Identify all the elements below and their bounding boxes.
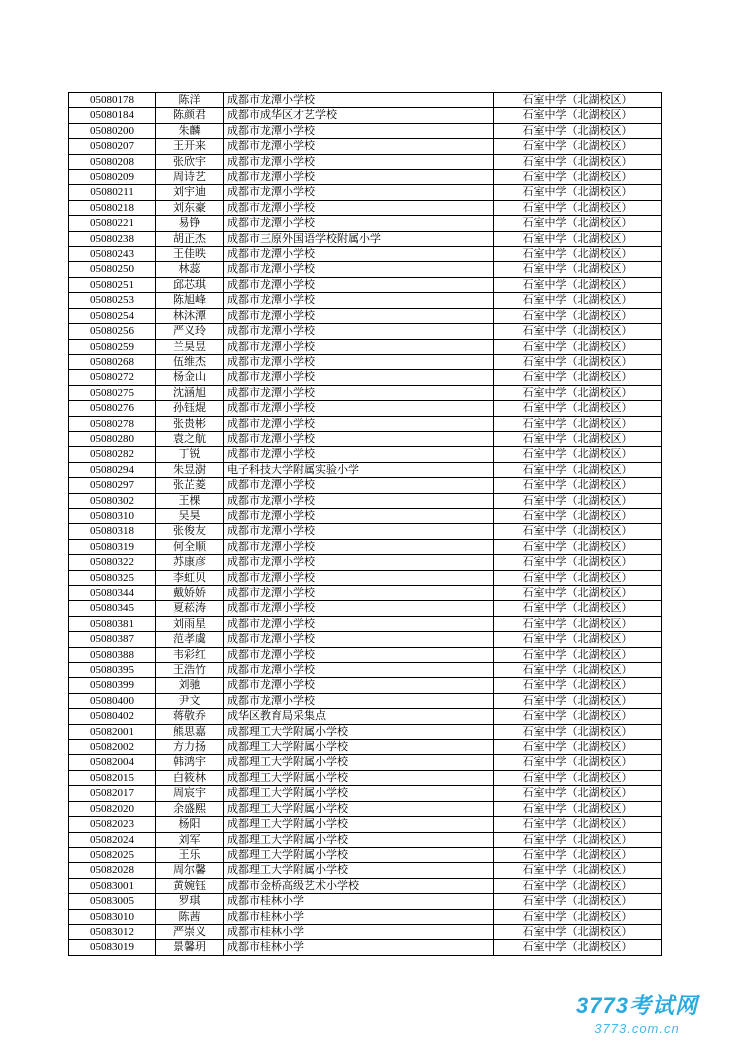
assigned-school-cell: 石室中学（北湖校区） bbox=[494, 170, 662, 185]
table-row bbox=[69, 478, 662, 493]
student-name-cell: 刘东豪 bbox=[156, 200, 224, 215]
primary-school-cell: 成都市龙潭小学校 bbox=[224, 216, 494, 231]
assigned-school-cell: 石室中学（北湖校区） bbox=[494, 940, 662, 955]
student-name-cell: 方力扬 bbox=[156, 740, 224, 755]
primary-school-cell: 成都市桂林小学 bbox=[224, 940, 494, 955]
assignment-table-body bbox=[69, 93, 662, 956]
primary-school-cell: 成都市龙潭小学校 bbox=[224, 385, 494, 400]
student-name-cell: 吴昊 bbox=[156, 508, 224, 523]
assigned-school-cell: 石室中学（北湖校区） bbox=[494, 740, 662, 755]
student-name-cell: 韦彩红 bbox=[156, 647, 224, 662]
assigned-school-cell: 石室中学（北湖校区） bbox=[494, 447, 662, 462]
student-id-cell: 05082024 bbox=[69, 832, 156, 847]
student-name-cell: 林蕊 bbox=[156, 262, 224, 277]
primary-school-cell: 成都市龙潭小学校 bbox=[224, 493, 494, 508]
primary-school-cell: 成都市龙潭小学校 bbox=[224, 693, 494, 708]
assigned-school-cell: 石室中学（北湖校区） bbox=[494, 832, 662, 847]
assigned-school-cell: 石室中学（北湖校区） bbox=[494, 693, 662, 708]
table-row bbox=[69, 894, 662, 909]
student-id-cell: 05080318 bbox=[69, 524, 156, 539]
student-name-cell: 戴娇娇 bbox=[156, 586, 224, 601]
table-row bbox=[69, 770, 662, 785]
student-id-cell: 05080278 bbox=[69, 416, 156, 431]
primary-school-cell: 成都市龙潭小学校 bbox=[224, 293, 494, 308]
primary-school-cell: 成都市龙潭小学校 bbox=[224, 616, 494, 631]
student-name-cell: 丁锐 bbox=[156, 447, 224, 462]
table-row bbox=[69, 200, 662, 215]
assigned-school-cell: 石室中学（北湖校区） bbox=[494, 786, 662, 801]
assigned-school-cell: 石室中学（北湖校区） bbox=[494, 755, 662, 770]
table-row bbox=[69, 755, 662, 770]
assigned-school-cell: 石室中学（北湖校区） bbox=[494, 354, 662, 369]
table-row bbox=[69, 231, 662, 246]
assigned-school-cell: 石室中学（北湖校区） bbox=[494, 632, 662, 647]
student-name-cell: 刘宇迪 bbox=[156, 185, 224, 200]
assigned-school-cell: 石室中学（北湖校区） bbox=[494, 93, 662, 108]
assigned-school-cell: 石室中学（北湖校区） bbox=[494, 370, 662, 385]
assigned-school-cell: 石室中学（北湖校区） bbox=[494, 431, 662, 446]
table-row bbox=[69, 324, 662, 339]
table-row bbox=[69, 924, 662, 939]
student-name-cell: 邱芯琪 bbox=[156, 277, 224, 292]
primary-school-cell: 成都市龙潭小学校 bbox=[224, 570, 494, 585]
student-name-cell: 沈涵旭 bbox=[156, 385, 224, 400]
assigned-school-cell: 石室中学（北湖校区） bbox=[494, 678, 662, 693]
student-id-cell: 05080208 bbox=[69, 154, 156, 169]
table-row bbox=[69, 277, 662, 292]
table-row bbox=[69, 108, 662, 123]
student-id-cell: 05080402 bbox=[69, 709, 156, 724]
assigned-school-cell: 石室中学（北湖校区） bbox=[494, 863, 662, 878]
assigned-school-cell: 石室中学（北湖校区） bbox=[494, 924, 662, 939]
student-name-cell: 李虹贝 bbox=[156, 570, 224, 585]
student-name-cell: 王佳昳 bbox=[156, 247, 224, 262]
student-name-cell: 刘雨星 bbox=[156, 616, 224, 631]
assigned-school-cell: 石室中学（北湖校区） bbox=[494, 847, 662, 862]
primary-school-cell: 成都市龙潭小学校 bbox=[224, 354, 494, 369]
primary-school-cell: 成都市龙潭小学校 bbox=[224, 647, 494, 662]
student-name-cell: 严崇义 bbox=[156, 924, 224, 939]
student-id-cell: 05082023 bbox=[69, 817, 156, 832]
table-row bbox=[69, 940, 662, 955]
assigned-school-cell: 石室中学（北湖校区） bbox=[494, 416, 662, 431]
student-id-cell: 05083010 bbox=[69, 909, 156, 924]
student-id-cell: 05082004 bbox=[69, 755, 156, 770]
assignment-table bbox=[68, 92, 662, 956]
primary-school-cell: 成都市龙潭小学校 bbox=[224, 324, 494, 339]
student-name-cell: 罗琪 bbox=[156, 894, 224, 909]
assigned-school-cell: 石室中学（北湖校区） bbox=[494, 308, 662, 323]
student-name-cell: 范孝虞 bbox=[156, 632, 224, 647]
assigned-school-cell: 石室中学（北湖校区） bbox=[494, 586, 662, 601]
student-id-cell: 05082002 bbox=[69, 740, 156, 755]
assigned-school-cell: 石室中学（北湖校区） bbox=[494, 154, 662, 169]
table-row bbox=[69, 185, 662, 200]
primary-school-cell: 成都市龙潭小学校 bbox=[224, 139, 494, 154]
student-id-cell: 05082025 bbox=[69, 847, 156, 862]
student-id-cell: 05080325 bbox=[69, 570, 156, 585]
student-id-cell: 05080268 bbox=[69, 354, 156, 369]
student-name-cell: 黄婉钰 bbox=[156, 878, 224, 893]
primary-school-cell: 成都市桂林小学 bbox=[224, 924, 494, 939]
student-name-cell: 刘军 bbox=[156, 832, 224, 847]
primary-school-cell: 成都市龙潭小学校 bbox=[224, 586, 494, 601]
student-id-cell: 05080178 bbox=[69, 93, 156, 108]
assigned-school-cell: 石室中学（北湖校区） bbox=[494, 200, 662, 215]
assigned-school-cell: 石室中学（北湖校区） bbox=[494, 385, 662, 400]
table-row bbox=[69, 570, 662, 585]
student-name-cell: 苏康彦 bbox=[156, 555, 224, 570]
student-id-cell: 05080381 bbox=[69, 616, 156, 631]
assigned-school-cell: 石室中学（北湖校区） bbox=[494, 462, 662, 477]
student-id-cell: 05082015 bbox=[69, 770, 156, 785]
primary-school-cell: 成都市龙潭小学校 bbox=[224, 370, 494, 385]
student-id-cell: 05080251 bbox=[69, 277, 156, 292]
student-name-cell: 陈洋 bbox=[156, 93, 224, 108]
assigned-school-cell: 石室中学（北湖校区） bbox=[494, 231, 662, 246]
assigned-school-cell: 石室中学（北湖校区） bbox=[494, 185, 662, 200]
assigned-school-cell: 石室中学（北湖校区） bbox=[494, 878, 662, 893]
student-id-cell: 05080259 bbox=[69, 339, 156, 354]
table-row bbox=[69, 709, 662, 724]
table-row bbox=[69, 247, 662, 262]
table-row bbox=[69, 909, 662, 924]
assigned-school-cell: 石室中学（北湖校区） bbox=[494, 817, 662, 832]
primary-school-cell: 成都理工大学附属小学校 bbox=[224, 801, 494, 816]
student-name-cell: 夏菘涛 bbox=[156, 601, 224, 616]
student-id-cell: 05080388 bbox=[69, 647, 156, 662]
student-id-cell: 05080200 bbox=[69, 123, 156, 138]
student-name-cell: 孙钰焜 bbox=[156, 401, 224, 416]
student-id-cell: 05080243 bbox=[69, 247, 156, 262]
student-name-cell: 蒋敬乔 bbox=[156, 709, 224, 724]
assigned-school-cell: 石室中学（北湖校区） bbox=[494, 647, 662, 662]
assigned-school-cell: 石室中学（北湖校区） bbox=[494, 293, 662, 308]
table-row bbox=[69, 678, 662, 693]
student-id-cell: 05080221 bbox=[69, 216, 156, 231]
student-name-cell: 陈旭峰 bbox=[156, 293, 224, 308]
table-row bbox=[69, 693, 662, 708]
assigned-school-cell: 石室中学（北湖校区） bbox=[494, 724, 662, 739]
primary-school-cell: 成都市龙潭小学校 bbox=[224, 93, 494, 108]
table-row bbox=[69, 847, 662, 862]
table-row bbox=[69, 601, 662, 616]
primary-school-cell: 成都市龙潭小学校 bbox=[224, 663, 494, 678]
student-name-cell: 周宸宇 bbox=[156, 786, 224, 801]
assigned-school-cell: 石室中学（北湖校区） bbox=[494, 277, 662, 292]
table-row bbox=[69, 493, 662, 508]
primary-school-cell: 成都理工大学附属小学校 bbox=[224, 786, 494, 801]
student-name-cell: 周尔馨 bbox=[156, 863, 224, 878]
primary-school-cell: 成都市龙潭小学校 bbox=[224, 262, 494, 277]
student-name-cell: 白筱林 bbox=[156, 770, 224, 785]
student-name-cell: 陈颜君 bbox=[156, 108, 224, 123]
primary-school-cell: 成都市龙潭小学校 bbox=[224, 524, 494, 539]
table-row bbox=[69, 170, 662, 185]
assigned-school-cell: 石室中学（北湖校区） bbox=[494, 894, 662, 909]
assigned-school-cell: 石室中学（北湖校区） bbox=[494, 539, 662, 554]
primary-school-cell: 成华区教育局采集点 bbox=[224, 709, 494, 724]
student-id-cell: 05080395 bbox=[69, 663, 156, 678]
assigned-school-cell: 石室中学（北湖校区） bbox=[494, 663, 662, 678]
table-row bbox=[69, 586, 662, 601]
assigned-school-cell: 石室中学（北湖校区） bbox=[494, 493, 662, 508]
assigned-school-cell: 石室中学（北湖校区） bbox=[494, 401, 662, 416]
student-id-cell: 05080344 bbox=[69, 586, 156, 601]
table-row bbox=[69, 293, 662, 308]
student-id-cell: 05080310 bbox=[69, 508, 156, 523]
student-name-cell: 余盛熙 bbox=[156, 801, 224, 816]
student-id-cell: 05080345 bbox=[69, 601, 156, 616]
table-row bbox=[69, 863, 662, 878]
student-name-cell: 王浩竹 bbox=[156, 663, 224, 678]
student-name-cell: 韩鸿宇 bbox=[156, 755, 224, 770]
primary-school-cell: 成都市龙潭小学校 bbox=[224, 601, 494, 616]
student-id-cell: 05082001 bbox=[69, 724, 156, 739]
assigned-school-cell: 石室中学（北湖校区） bbox=[494, 616, 662, 631]
student-id-cell: 05080282 bbox=[69, 447, 156, 462]
table-row bbox=[69, 462, 662, 477]
table-row bbox=[69, 262, 662, 277]
student-id-cell: 05080294 bbox=[69, 462, 156, 477]
student-name-cell: 刘驰 bbox=[156, 678, 224, 693]
table-row bbox=[69, 216, 662, 231]
primary-school-cell: 成都市金桥高级艺术小学校 bbox=[224, 878, 494, 893]
assigned-school-cell: 石室中学（北湖校区） bbox=[494, 262, 662, 277]
student-name-cell: 王开来 bbox=[156, 139, 224, 154]
primary-school-cell: 成都理工大学附属小学校 bbox=[224, 832, 494, 847]
student-id-cell: 05080322 bbox=[69, 555, 156, 570]
student-id-cell: 05080387 bbox=[69, 632, 156, 647]
primary-school-cell: 成都市龙潭小学校 bbox=[224, 539, 494, 554]
student-id-cell: 05080319 bbox=[69, 539, 156, 554]
table-row bbox=[69, 539, 662, 554]
table-row bbox=[69, 416, 662, 431]
student-name-cell: 林沐潭 bbox=[156, 308, 224, 323]
student-name-cell: 张欣宇 bbox=[156, 154, 224, 169]
assigned-school-cell: 石室中学（北湖校区） bbox=[494, 324, 662, 339]
table-row bbox=[69, 817, 662, 832]
primary-school-cell: 成都理工大学附属小学校 bbox=[224, 817, 494, 832]
table-row bbox=[69, 663, 662, 678]
student-name-cell: 陈茜 bbox=[156, 909, 224, 924]
assigned-school-cell: 石室中学（北湖校区） bbox=[494, 555, 662, 570]
table-row bbox=[69, 832, 662, 847]
primary-school-cell: 成都理工大学附属小学校 bbox=[224, 755, 494, 770]
student-id-cell: 05082017 bbox=[69, 786, 156, 801]
student-id-cell: 05080254 bbox=[69, 308, 156, 323]
table-row bbox=[69, 647, 662, 662]
student-name-cell: 熊思嘉 bbox=[156, 724, 224, 739]
primary-school-cell: 成都市龙潭小学校 bbox=[224, 632, 494, 647]
assigned-school-cell: 石室中学（北湖校区） bbox=[494, 601, 662, 616]
student-name-cell: 易铮 bbox=[156, 216, 224, 231]
student-id-cell: 05082020 bbox=[69, 801, 156, 816]
primary-school-cell: 成都市桂林小学 bbox=[224, 894, 494, 909]
primary-school-cell: 成都市龙潭小学校 bbox=[224, 447, 494, 462]
primary-school-cell: 成都市龙潭小学校 bbox=[224, 154, 494, 169]
table-row bbox=[69, 786, 662, 801]
table-row bbox=[69, 431, 662, 446]
student-name-cell: 胡正杰 bbox=[156, 231, 224, 246]
assigned-school-cell: 石室中学（北湖校区） bbox=[494, 478, 662, 493]
assigned-school-cell: 石室中学（北湖校区） bbox=[494, 508, 662, 523]
student-id-cell: 05080253 bbox=[69, 293, 156, 308]
table-row bbox=[69, 354, 662, 369]
table-row bbox=[69, 339, 662, 354]
student-id-cell: 05083001 bbox=[69, 878, 156, 893]
student-name-cell: 杨阳 bbox=[156, 817, 224, 832]
primary-school-cell: 成都理工大学附属小学校 bbox=[224, 863, 494, 878]
table-row bbox=[69, 616, 662, 631]
primary-school-cell: 成都市龙潭小学校 bbox=[224, 170, 494, 185]
primary-school-cell: 成都市龙潭小学校 bbox=[224, 123, 494, 138]
assigned-school-cell: 石室中学（北湖校区） bbox=[494, 139, 662, 154]
student-id-cell: 05080302 bbox=[69, 493, 156, 508]
student-name-cell: 朱昱澍 bbox=[156, 462, 224, 477]
assigned-school-cell: 石室中学（北湖校区） bbox=[494, 909, 662, 924]
student-name-cell: 景馨玥 bbox=[156, 940, 224, 955]
student-id-cell: 05080297 bbox=[69, 478, 156, 493]
student-name-cell: 周诗艺 bbox=[156, 170, 224, 185]
assigned-school-cell: 石室中学（北湖校区） bbox=[494, 216, 662, 231]
student-id-cell: 05083012 bbox=[69, 924, 156, 939]
table-row bbox=[69, 524, 662, 539]
primary-school-cell: 成都理工大学附属小学校 bbox=[224, 740, 494, 755]
table-row bbox=[69, 740, 662, 755]
primary-school-cell: 成都市龙潭小学校 bbox=[224, 200, 494, 215]
student-name-cell: 严义玲 bbox=[156, 324, 224, 339]
table-row bbox=[69, 93, 662, 108]
primary-school-cell: 成都市三原外国语学校附属小学 bbox=[224, 231, 494, 246]
student-id-cell: 05083019 bbox=[69, 940, 156, 955]
primary-school-cell: 成都市龙潭小学校 bbox=[224, 247, 494, 262]
table-row bbox=[69, 370, 662, 385]
table-row bbox=[69, 154, 662, 169]
assigned-school-cell: 石室中学（北湖校区） bbox=[494, 247, 662, 262]
student-id-cell: 05080250 bbox=[69, 262, 156, 277]
student-id-cell: 05080275 bbox=[69, 385, 156, 400]
student-name-cell: 王棵 bbox=[156, 493, 224, 508]
student-id-cell: 05080209 bbox=[69, 170, 156, 185]
primary-school-cell: 成都理工大学附属小学校 bbox=[224, 770, 494, 785]
table-row bbox=[69, 878, 662, 893]
watermark-site-name: 3773考试网 bbox=[576, 993, 698, 1018]
student-name-cell: 张芷菱 bbox=[156, 478, 224, 493]
assigned-school-cell: 石室中学（北湖校区） bbox=[494, 108, 662, 123]
assigned-school-cell: 石室中学（北湖校区） bbox=[494, 339, 662, 354]
student-name-cell: 何全顺 bbox=[156, 539, 224, 554]
primary-school-cell: 成都理工大学附属小学校 bbox=[224, 847, 494, 862]
assigned-school-cell: 石室中学（北湖校区） bbox=[494, 801, 662, 816]
assigned-school-cell: 石室中学（北湖校区） bbox=[494, 524, 662, 539]
table-row bbox=[69, 447, 662, 462]
watermark-site-url: 3773.com.cn bbox=[594, 1021, 680, 1036]
assigned-school-cell: 石室中学（北湖校区） bbox=[494, 570, 662, 585]
table-row bbox=[69, 139, 662, 154]
student-id-cell: 05080184 bbox=[69, 108, 156, 123]
table-row bbox=[69, 401, 662, 416]
student-id-cell: 05080238 bbox=[69, 231, 156, 246]
student-id-cell: 05080211 bbox=[69, 185, 156, 200]
table-row bbox=[69, 801, 662, 816]
primary-school-cell: 成都市龙潭小学校 bbox=[224, 185, 494, 200]
student-id-cell: 05080399 bbox=[69, 678, 156, 693]
table-row bbox=[69, 632, 662, 647]
primary-school-cell: 成都市桂林小学 bbox=[224, 909, 494, 924]
student-name-cell: 张贵彬 bbox=[156, 416, 224, 431]
student-name-cell: 兰昊昱 bbox=[156, 339, 224, 354]
primary-school-cell: 成都市龙潭小学校 bbox=[224, 339, 494, 354]
primary-school-cell: 成都市龙潭小学校 bbox=[224, 678, 494, 693]
student-id-cell: 05082028 bbox=[69, 863, 156, 878]
primary-school-cell: 成都市龙潭小学校 bbox=[224, 401, 494, 416]
assigned-school-cell: 石室中学（北湖校区） bbox=[494, 709, 662, 724]
primary-school-cell: 成都市龙潭小学校 bbox=[224, 555, 494, 570]
student-id-cell: 05083005 bbox=[69, 894, 156, 909]
student-name-cell: 尹文 bbox=[156, 693, 224, 708]
table-row bbox=[69, 308, 662, 323]
student-id-cell: 05080272 bbox=[69, 370, 156, 385]
primary-school-cell: 成都市龙潭小学校 bbox=[224, 416, 494, 431]
primary-school-cell: 成都市龙潭小学校 bbox=[224, 508, 494, 523]
student-id-cell: 05080400 bbox=[69, 693, 156, 708]
student-id-cell: 05080276 bbox=[69, 401, 156, 416]
student-name-cell: 王乐 bbox=[156, 847, 224, 862]
primary-school-cell: 电子科技大学附属实验小学 bbox=[224, 462, 494, 477]
assigned-school-cell: 石室中学（北湖校区） bbox=[494, 123, 662, 138]
primary-school-cell: 成都市龙潭小学校 bbox=[224, 277, 494, 292]
student-name-cell: 袁之航 bbox=[156, 431, 224, 446]
student-id-cell: 05080218 bbox=[69, 200, 156, 215]
student-name-cell: 朱麟 bbox=[156, 123, 224, 138]
assigned-school-cell: 石室中学（北湖校区） bbox=[494, 770, 662, 785]
student-id-cell: 05080280 bbox=[69, 431, 156, 446]
table-row bbox=[69, 724, 662, 739]
primary-school-cell: 成都市成华区才艺学校 bbox=[224, 108, 494, 123]
primary-school-cell: 成都市龙潭小学校 bbox=[224, 478, 494, 493]
table-row bbox=[69, 508, 662, 523]
primary-school-cell: 成都理工大学附属小学校 bbox=[224, 724, 494, 739]
table-row bbox=[69, 123, 662, 138]
primary-school-cell: 成都市龙潭小学校 bbox=[224, 308, 494, 323]
table-row bbox=[69, 385, 662, 400]
student-name-cell: 张俊友 bbox=[156, 524, 224, 539]
table-row bbox=[69, 555, 662, 570]
watermark bbox=[576, 989, 698, 1036]
student-name-cell: 杨金山 bbox=[156, 370, 224, 385]
student-id-cell: 05080207 bbox=[69, 139, 156, 154]
student-id-cell: 05080256 bbox=[69, 324, 156, 339]
student-name-cell: 伍维杰 bbox=[156, 354, 224, 369]
primary-school-cell: 成都市龙潭小学校 bbox=[224, 431, 494, 446]
